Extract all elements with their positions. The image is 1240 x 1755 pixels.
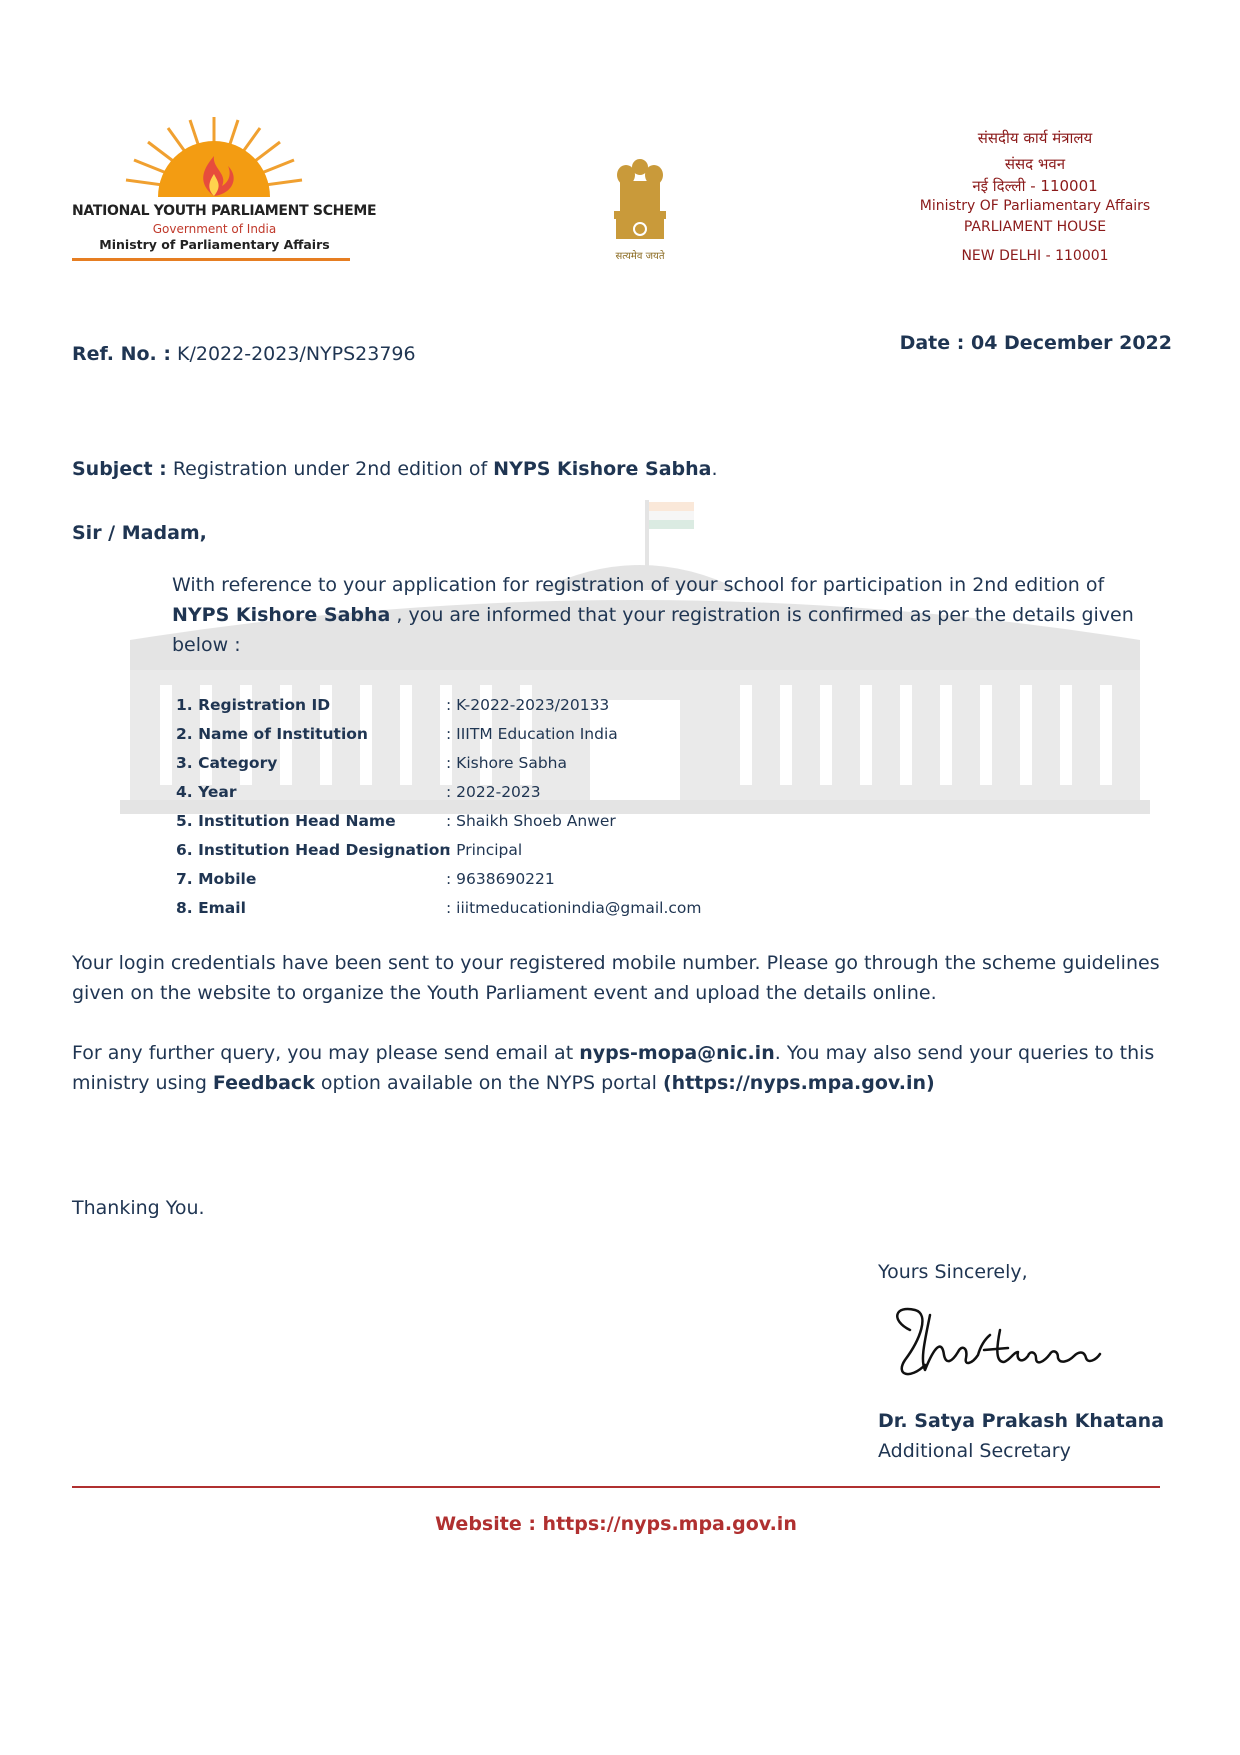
detail-row — [176, 864, 876, 893]
subject-end: . — [711, 458, 718, 480]
detail-value: : 9638690221 — [446, 869, 555, 888]
address-hindi-house: संसद भवन — [1004, 155, 1066, 173]
detail-value: : IIITM Education India — [446, 724, 618, 743]
salutation: Sir / Madam, — [72, 522, 207, 544]
closing-line: Yours Sincerely, — [878, 1261, 1028, 1283]
portal-url-link[interactable]: (https://nyps.mpa.gov.in) — [663, 1072, 935, 1094]
address-ministry: Ministry OF Parliamentary Affairs — [919, 198, 1151, 214]
detail-label: 2. Name of Institution — [176, 724, 368, 743]
detail-row — [176, 690, 876, 719]
detail-value: : Kishore Sabha — [446, 753, 567, 772]
registration-details — [176, 690, 876, 922]
handwritten-signature — [880, 1300, 1130, 1390]
detail-row — [176, 835, 876, 864]
intro-text-a: With reference to your application for registration of your school for participation in 2nd edition of — [172, 574, 1105, 596]
feedback-option: Feedback — [212, 1072, 315, 1094]
ref-label: Ref. No. : — [72, 343, 171, 365]
query-text-b: . You may also send your queries to this ministry using — [72, 1042, 1155, 1094]
ref-value: K/2022-2023/NYPS23796 — [170, 343, 416, 365]
reference-number — [72, 343, 416, 365]
logo-government: Government of India — [152, 222, 277, 236]
detail-label: 3. Category — [176, 753, 278, 772]
subject-text: Registration under 2nd edition of — [166, 458, 494, 480]
detail-label: 4. Year — [176, 782, 237, 801]
query-paragraph — [72, 1038, 1182, 1098]
signer-name: Dr. Satya Prakash Khatana — [878, 1410, 1165, 1432]
subject-label: Subject : — [72, 458, 167, 480]
subject-program: NYPS Kishore Sabha — [493, 458, 712, 480]
detail-value: : iiitmeducationindia@gmail.com — [446, 898, 702, 917]
query-text-a: For any further query, you may please send email at — [72, 1042, 580, 1064]
signer-designation: Additional Secretary — [878, 1440, 1071, 1462]
letter-date: Date : 04 December 2022 — [899, 332, 1172, 354]
detail-row — [176, 893, 876, 922]
intro-paragraph — [172, 570, 1142, 660]
detail-label: 8. Email — [176, 898, 246, 917]
detail-label: 1. Registration ID — [176, 695, 331, 714]
contact-email-link[interactable]: nyps-mopa@nic.in — [579, 1042, 775, 1064]
detail-row — [176, 777, 876, 806]
address-hindi-ministry: संसदीय कार्य मंत्रालय — [977, 129, 1093, 147]
credentials-paragraph: Your login credentials have been sent to your registered mobile number. Please go through the scheme guidelines given on the website to organize the Youth Parliament event and upload the details online. — [72, 952, 1160, 1004]
detail-label: 7. Mobile — [176, 869, 257, 888]
address-house: PARLIAMENT HOUSE — [963, 219, 1107, 235]
detail-row — [176, 806, 876, 835]
address-city: NEW DELHI - 110001 — [961, 248, 1109, 264]
detail-row — [176, 748, 876, 777]
thanking-line: Thanking You. — [72, 1197, 205, 1219]
detail-label: 6. Institution Head Designation — [176, 840, 451, 859]
intro-program: NYPS Kishore Sabha — [172, 604, 391, 626]
detail-value: : Shaikh Shoeb Anwer — [446, 811, 616, 830]
footer-website[interactable]: Website : https://nyps.mpa.gov.in — [435, 1513, 797, 1535]
logo-underline — [72, 258, 350, 261]
footer-divider — [72, 1486, 1160, 1488]
subject-line — [72, 458, 718, 480]
emblem-motto: सत्यमेव जयते — [615, 251, 665, 262]
detail-value: : K-2022-2023/20133 — [446, 695, 610, 714]
intro-text-b: , you are informed that your registration is confirmed as per the details given below : — [172, 604, 1134, 656]
detail-label: 5. Institution Head Name — [176, 811, 396, 830]
address-hindi-city: नई दिल्ली - 110001 — [972, 177, 1098, 195]
detail-value: : Principal — [446, 840, 523, 859]
logo-ministry: Ministry of Parliamentary Affairs — [99, 237, 330, 252]
detail-value: : 2022-2023 — [446, 782, 541, 801]
national-emblem-icon — [604, 155, 676, 265]
logo-title: NATIONAL YOUTH PARLIAMENT SCHEME — [72, 203, 377, 219]
query-text-c: option available on the NYPS portal — [314, 1072, 663, 1094]
detail-row — [176, 719, 876, 748]
